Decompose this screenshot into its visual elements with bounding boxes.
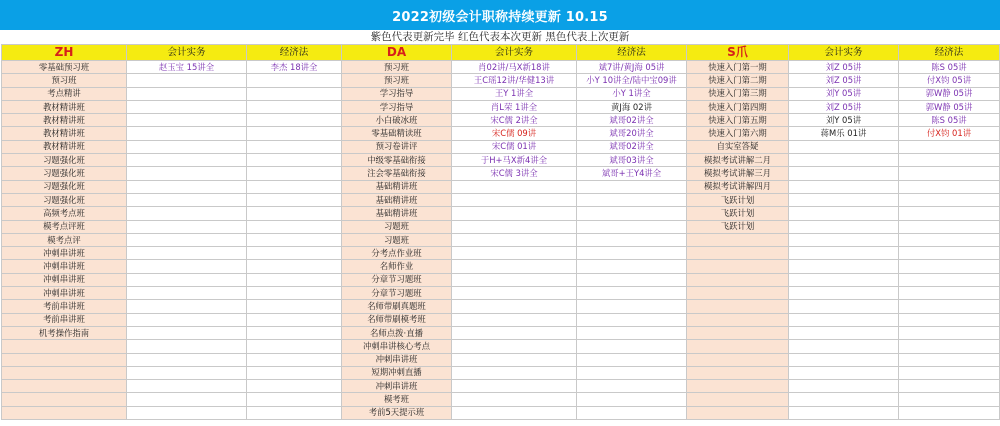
sx-accounting-cell	[789, 326, 899, 339]
table-row	[2, 87, 1000, 100]
zh-accounting-cell	[127, 340, 247, 353]
zh-class-cell: 习题强化班	[2, 154, 127, 167]
table-row	[2, 340, 1000, 353]
header-row	[2, 45, 1000, 61]
sx-accounting-cell	[789, 167, 899, 180]
zh-class-cell	[2, 366, 127, 379]
zh-accounting-cell	[127, 366, 247, 379]
sx-accounting-cell	[789, 340, 899, 353]
da-law-cell: 小Y 1讲全	[577, 87, 687, 100]
sx-accounting-cell	[789, 313, 899, 326]
sx-class-cell: 快速入门第三期	[687, 87, 789, 100]
sx-law-cell	[899, 353, 1000, 366]
sx-accounting-cell	[789, 260, 899, 273]
zh-accounting-cell	[127, 100, 247, 113]
sx-accounting-cell	[789, 154, 899, 167]
zh-class-cell: 习题强化班	[2, 180, 127, 193]
sx-law-cell	[899, 300, 1000, 313]
sx-law-cell	[899, 393, 1000, 406]
da-law-cell	[577, 247, 687, 260]
da-accounting-cell	[452, 260, 577, 273]
da-law-cell: 小Y 10讲全/陆中宝09讲	[577, 74, 687, 87]
da-accounting-cell	[452, 247, 577, 260]
sx-class-cell: 模拟考试讲解四月	[687, 180, 789, 193]
da-class-cell: 注会零基础衔接	[342, 167, 452, 180]
zh-accounting-cell	[127, 87, 247, 100]
sx-law-cell	[899, 366, 1000, 379]
sx-law-cell	[899, 340, 1000, 353]
sx-law-cell	[899, 140, 1000, 153]
sx-accounting-cell	[789, 353, 899, 366]
da-accounting-cell	[452, 193, 577, 206]
zh-law-cell	[247, 180, 342, 193]
table-row	[2, 193, 1000, 206]
table-row	[2, 260, 1000, 273]
sx-class-cell	[687, 353, 789, 366]
sx-accounting-cell: 刘Z 05讲	[789, 74, 899, 87]
zh-accounting-cell	[127, 313, 247, 326]
sx-accounting-cell	[789, 180, 899, 193]
table-row	[2, 273, 1000, 286]
sx-accounting-cell: 刘Z 05讲	[789, 61, 899, 74]
zh-class-cell: 模考点评班	[2, 220, 127, 233]
sx-accounting-cell	[789, 393, 899, 406]
da-law-cell	[577, 380, 687, 393]
sx-law-cell	[899, 154, 1000, 167]
da-accounting-cell: 宋C儒 09讲	[452, 127, 577, 140]
sx-class-cell: 飞跃计划	[687, 193, 789, 206]
da-law-cell: 斌哥03讲全	[577, 154, 687, 167]
zh-law-cell	[247, 406, 342, 419]
zh-accounting-cell	[127, 353, 247, 366]
da-class-cell: 预习班	[342, 61, 452, 74]
da-accounting-cell	[452, 326, 577, 339]
zh-class-cell: 预习班	[2, 74, 127, 87]
zh-class-cell: 机考操作指南	[2, 326, 127, 339]
zh-class-cell: 教材精讲班	[2, 140, 127, 153]
table-row	[2, 74, 1000, 87]
table-row	[2, 220, 1000, 233]
zh-class-cell: 考前串讲班	[2, 313, 127, 326]
zh-accounting-cell	[127, 326, 247, 339]
da-accounting-cell: 宋C儒 01讲	[452, 140, 577, 153]
zh-class-cell: 习题强化班	[2, 193, 127, 206]
da-law-cell: 斌哥20讲全	[577, 127, 687, 140]
zh-law-cell	[247, 326, 342, 339]
zh-class-cell: 教材精讲班	[2, 100, 127, 113]
zh-law-cell	[247, 273, 342, 286]
da-class-cell: 学习指导	[342, 100, 452, 113]
da-class-cell: 习题班	[342, 220, 452, 233]
zh-law-cell	[247, 366, 342, 379]
table-row	[2, 326, 1000, 339]
sx-accounting-cell	[789, 406, 899, 419]
zh-accounting-cell	[127, 220, 247, 233]
sx-accounting-cell: 蒋M乐 01讲	[789, 127, 899, 140]
sx-accounting-cell	[789, 380, 899, 393]
sx-class-cell: 飞跃计划	[687, 220, 789, 233]
zh-class-cell: 模考点评	[2, 233, 127, 246]
zh-class-cell: 习题强化班	[2, 167, 127, 180]
zh-accounting-cell	[127, 287, 247, 300]
zh-law-cell	[247, 154, 342, 167]
da-accounting-cell	[452, 300, 577, 313]
zh-class-cell: 教材精讲班	[2, 127, 127, 140]
sx-class-cell	[687, 287, 789, 300]
table-row	[2, 366, 1000, 379]
sx-accounting-cell	[789, 233, 899, 246]
sx-law-cell: 陈S 05讲	[899, 61, 1000, 74]
table-row	[2, 114, 1000, 127]
table-row	[2, 247, 1000, 260]
zh-accounting-cell	[127, 193, 247, 206]
sx-law-cell	[899, 247, 1000, 260]
sx-class-cell	[687, 340, 789, 353]
da-class-cell: 分章节习题班	[342, 273, 452, 286]
sx-class-cell	[687, 406, 789, 419]
zh-law-cell	[247, 247, 342, 260]
table-row	[2, 167, 1000, 180]
da-class-cell: 冲刺串讲班	[342, 353, 452, 366]
da-law-cell	[577, 393, 687, 406]
sx-law-cell: 陈S 05讲	[899, 114, 1000, 127]
da-law-cell	[577, 180, 687, 193]
zh-accounting-cell	[127, 300, 247, 313]
sx-class-cell: 模拟考试讲解二月	[687, 154, 789, 167]
da-accounting-cell	[452, 366, 577, 379]
sx-law-cell	[899, 220, 1000, 233]
da-law-cell: 斌哥+王Y4讲全	[577, 167, 687, 180]
table-row	[2, 127, 1000, 140]
da-accounting-cell	[452, 220, 577, 233]
table-row	[2, 313, 1000, 326]
zh-law-cell	[247, 260, 342, 273]
zh-accounting-cell	[127, 140, 247, 153]
table-row	[2, 380, 1000, 393]
sx-accounting-cell	[789, 287, 899, 300]
sx-section-header: S爪	[687, 45, 789, 61]
da-class-cell: 中级零基础衔接	[342, 154, 452, 167]
sx-accounting-cell	[789, 193, 899, 206]
sx-law-cell: 付X钧 01讲	[899, 127, 1000, 140]
zh-law-cell	[247, 167, 342, 180]
zh-law-cell	[247, 100, 342, 113]
sx-class-cell: 快速入门第六期	[687, 127, 789, 140]
zh-class-cell	[2, 393, 127, 406]
sx-law-header: 经济法	[899, 45, 1000, 61]
da-accounting-cell: 肖02讲/马X新18讲	[452, 61, 577, 74]
zh-law-cell	[247, 353, 342, 366]
sx-law-cell	[899, 207, 1000, 220]
zh-law-cell	[247, 393, 342, 406]
sx-class-cell	[687, 233, 789, 246]
da-class-cell: 基础精讲班	[342, 207, 452, 220]
zh-accounting-cell	[127, 167, 247, 180]
da-accounting-cell	[452, 273, 577, 286]
zh-accounting-cell	[127, 393, 247, 406]
sx-accounting-cell	[789, 207, 899, 220]
color-legend-note: 紫色代表更新完毕 红色代表本次更新 黑色代表上次更新	[370, 31, 630, 43]
sx-law-cell	[899, 326, 1000, 339]
course-table	[1, 44, 1000, 420]
da-accounting-cell	[452, 180, 577, 193]
da-accounting-cell	[452, 380, 577, 393]
zh-law-cell	[247, 127, 342, 140]
sx-law-cell	[899, 167, 1000, 180]
da-accounting-cell: 宋C儒 2讲全	[452, 114, 577, 127]
sx-law-cell: 郭W静 05讲	[899, 87, 1000, 100]
da-class-cell: 冲刺串讲班	[342, 380, 452, 393]
da-class-cell: 分章节习题班	[342, 287, 452, 300]
sx-class-cell	[687, 326, 789, 339]
sx-class-cell	[687, 393, 789, 406]
da-law-cell	[577, 366, 687, 379]
sx-law-cell	[899, 273, 1000, 286]
zh-class-cell	[2, 353, 127, 366]
zh-accounting-cell: 赵玉宝 15讲全	[127, 61, 247, 74]
da-class-cell: 基础精讲班	[342, 193, 452, 206]
zh-law-cell	[247, 220, 342, 233]
da-accounting-cell: 王Y 1讲全	[452, 87, 577, 100]
da-accounting-cell: 肖L荣 1讲全	[452, 100, 577, 113]
zh-law-cell: 李杰 18讲全	[247, 61, 342, 74]
table-row	[2, 353, 1000, 366]
zh-law-cell	[247, 207, 342, 220]
da-class-cell: 名师带刷模考班	[342, 313, 452, 326]
da-accounting-cell	[452, 406, 577, 419]
da-law-cell	[577, 353, 687, 366]
da-law-cell	[577, 233, 687, 246]
zh-class-cell: 零基础预习班	[2, 61, 127, 74]
da-law-cell	[577, 220, 687, 233]
da-class-cell: 名师带刷真题班	[342, 300, 452, 313]
sx-accounting-cell	[789, 247, 899, 260]
sx-law-cell	[899, 193, 1000, 206]
da-law-cell	[577, 273, 687, 286]
table-row	[2, 393, 1000, 406]
table-row	[2, 100, 1000, 113]
zh-accounting-cell	[127, 207, 247, 220]
zh-class-cell	[2, 380, 127, 393]
sx-class-cell: 快速入门第二期	[687, 74, 789, 87]
zh-accounting-cell	[127, 406, 247, 419]
sx-class-cell	[687, 260, 789, 273]
sx-class-cell: 飞跃计划	[687, 207, 789, 220]
zh-law-cell	[247, 233, 342, 246]
da-class-cell: 零基础精读班	[342, 127, 452, 140]
da-law-cell	[577, 406, 687, 419]
sx-accounting-cell: 刘Z 05讲	[789, 100, 899, 113]
sx-accounting-cell	[789, 366, 899, 379]
sx-class-cell	[687, 273, 789, 286]
da-law-cell	[577, 326, 687, 339]
da-law-cell	[577, 313, 687, 326]
sx-law-cell	[899, 180, 1000, 193]
da-accounting-cell	[452, 340, 577, 353]
da-law-cell	[577, 300, 687, 313]
table-row	[2, 140, 1000, 153]
zh-accounting-header: 会计实务	[127, 45, 247, 61]
sx-accounting-cell	[789, 273, 899, 286]
da-accounting-header: 会计实务	[452, 45, 577, 61]
zh-accounting-cell	[127, 260, 247, 273]
zh-accounting-cell	[127, 233, 247, 246]
zh-accounting-cell	[127, 180, 247, 193]
zh-law-header: 经济法	[247, 45, 342, 61]
da-class-cell: 短期冲刺直播	[342, 366, 452, 379]
sx-law-cell	[899, 380, 1000, 393]
zh-class-cell: 高频考点班	[2, 207, 127, 220]
zh-class-cell: 考前串讲班	[2, 300, 127, 313]
sx-class-cell	[687, 366, 789, 379]
table-row	[2, 287, 1000, 300]
zh-class-cell: 冲刺串讲班	[2, 260, 127, 273]
table-row	[2, 207, 1000, 220]
da-class-cell: 基础精讲班	[342, 180, 452, 193]
zh-law-cell	[247, 74, 342, 87]
zh-accounting-cell	[127, 154, 247, 167]
da-class-cell: 习题班	[342, 233, 452, 246]
sx-class-cell	[687, 247, 789, 260]
sx-law-cell	[899, 233, 1000, 246]
da-accounting-cell	[452, 353, 577, 366]
sx-accounting-cell	[789, 140, 899, 153]
table-row	[2, 154, 1000, 167]
course-table-body	[2, 45, 1000, 420]
da-accounting-cell	[452, 313, 577, 326]
da-accounting-cell: 于H+马X新4讲全	[452, 154, 577, 167]
zh-accounting-cell	[127, 127, 247, 140]
zh-class-cell: 教材精讲班	[2, 114, 127, 127]
sx-law-cell	[899, 313, 1000, 326]
da-accounting-cell: 王C瑶12讲/华健13讲	[452, 74, 577, 87]
da-law-cell	[577, 287, 687, 300]
zh-section-header: ZH	[2, 45, 127, 61]
table-row	[2, 406, 1000, 419]
zh-accounting-cell	[127, 114, 247, 127]
zh-law-cell	[247, 313, 342, 326]
zh-accounting-cell	[127, 273, 247, 286]
sx-class-cell: 模拟考试讲解三月	[687, 167, 789, 180]
da-class-cell: 分考点作业班	[342, 247, 452, 260]
zh-class-cell	[2, 340, 127, 353]
sx-class-cell: 快速入门第五期	[687, 114, 789, 127]
sx-accounting-cell	[789, 220, 899, 233]
zh-accounting-cell	[127, 74, 247, 87]
da-law-cell: 斌7讲/黄J海 05讲	[577, 61, 687, 74]
da-law-cell	[577, 340, 687, 353]
da-accounting-cell: 宋C儒 3讲全	[452, 167, 577, 180]
zh-law-cell	[247, 300, 342, 313]
sx-law-cell	[899, 260, 1000, 273]
zh-class-cell: 冲刺串讲班	[2, 273, 127, 286]
da-law-header: 经济法	[577, 45, 687, 61]
sx-class-cell	[687, 300, 789, 313]
da-accounting-cell	[452, 287, 577, 300]
zh-class-cell: 冲刺串讲班	[2, 247, 127, 260]
sx-class-cell	[687, 313, 789, 326]
table-row	[2, 180, 1000, 193]
da-accounting-cell	[452, 233, 577, 246]
sx-accounting-cell: 刘Y 05讲	[789, 87, 899, 100]
da-law-cell	[577, 193, 687, 206]
sx-class-cell: 快速入门第四期	[687, 100, 789, 113]
da-law-cell: 斌哥02讲全	[577, 114, 687, 127]
da-class-cell: 预习卷讲评	[342, 140, 452, 153]
da-law-cell	[577, 207, 687, 220]
da-law-cell: 黄J海 02讲	[577, 100, 687, 113]
sx-law-cell	[899, 287, 1000, 300]
sx-class-cell	[687, 380, 789, 393]
zh-class-cell	[2, 406, 127, 419]
sx-accounting-cell	[789, 300, 899, 313]
sx-law-cell	[899, 406, 1000, 419]
zh-accounting-cell	[127, 380, 247, 393]
table-row	[2, 233, 1000, 246]
da-class-cell: 名师点拨·直播	[342, 326, 452, 339]
zh-law-cell	[247, 193, 342, 206]
zh-law-cell	[247, 380, 342, 393]
zh-class-cell: 考点精讲	[2, 87, 127, 100]
zh-law-cell	[247, 340, 342, 353]
zh-law-cell	[247, 87, 342, 100]
da-class-cell: 预习班	[342, 74, 452, 87]
zh-accounting-cell	[127, 247, 247, 260]
da-accounting-cell	[452, 207, 577, 220]
da-class-cell: 考前5天提示班	[342, 406, 452, 419]
sheet-title: 2022初级会计职称持续更新 10.15	[0, 0, 1000, 30]
zh-law-cell	[247, 287, 342, 300]
table-row	[2, 300, 1000, 313]
da-law-cell: 斌哥02讲全	[577, 140, 687, 153]
zh-law-cell	[247, 140, 342, 153]
zh-law-cell	[247, 114, 342, 127]
sx-class-cell: 自实室答疑	[687, 140, 789, 153]
table-row	[2, 61, 1000, 74]
sx-law-cell: 付X钧 05讲	[899, 74, 1000, 87]
sx-class-cell: 快速入门第一期	[687, 61, 789, 74]
da-section-header: DA	[342, 45, 452, 61]
da-accounting-cell	[452, 393, 577, 406]
da-class-cell: 名师作业	[342, 260, 452, 273]
da-class-cell: 学习指导	[342, 87, 452, 100]
sx-accounting-cell: 刘Y 05讲	[789, 114, 899, 127]
da-law-cell	[577, 260, 687, 273]
zh-class-cell: 冲刺串讲班	[2, 287, 127, 300]
sx-law-cell: 郭W静 05讲	[899, 100, 1000, 113]
da-class-cell: 小白破冰班	[342, 114, 452, 127]
da-class-cell: 冲刺串讲核心考点	[342, 340, 452, 353]
da-class-cell: 模考班	[342, 393, 452, 406]
sx-accounting-header: 会计实务	[789, 45, 899, 61]
